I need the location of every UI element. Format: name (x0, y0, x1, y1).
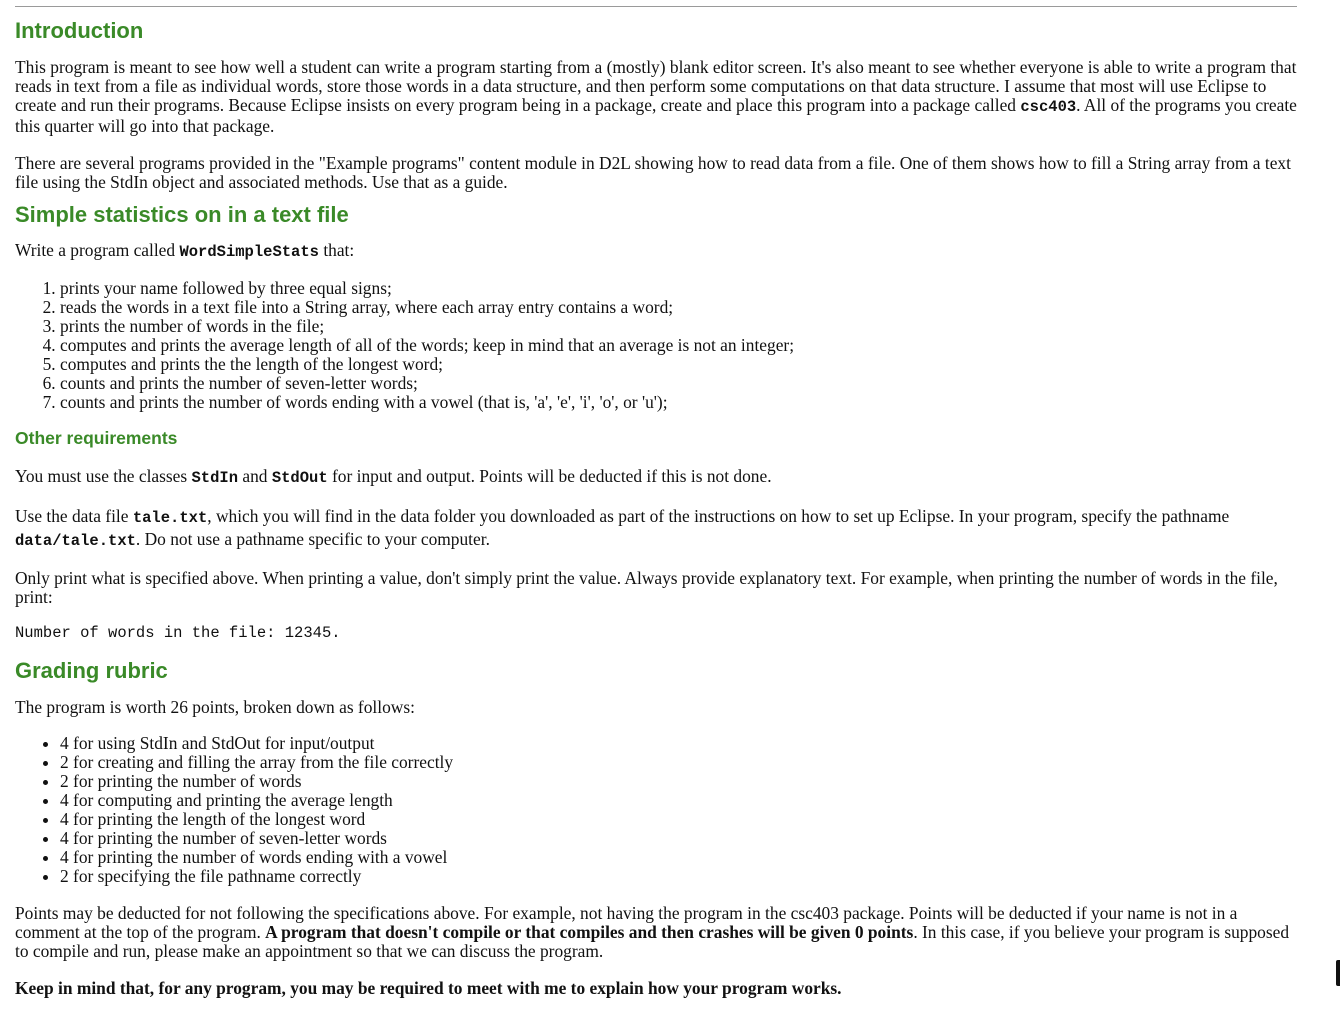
list-item: • 4 for using StdIn and StdOut for input/output (60, 734, 1305, 753)
list-item: 2. reads the words in a text file into a String array, where each array entry contains a word; (60, 298, 1305, 317)
datafile-code: tale.txt (132, 509, 208, 527)
stdin-code: StdIn (191, 469, 239, 487)
datafile-text-a: Use the data file (15, 506, 133, 526)
list-item: • 2 for creating and filling the array from the file correctly (60, 753, 1305, 772)
list-item: • 2 for printing the number of words (60, 772, 1305, 791)
list-item: 6. counts and prints the number of seven-letter words; (60, 374, 1305, 393)
top-divider (15, 6, 1297, 7)
other-text-a: You must use the classes (15, 466, 192, 486)
list-item: 3. prints the number of words in the file; (60, 317, 1305, 336)
simple-statistics-heading: Simple statistics on in a text file (15, 202, 349, 227)
other-paragraph-1 (15, 467, 1305, 488)
final-note: Keep in mind that, for any program, you may be required to meet with me to explain how your program works. (15, 978, 842, 998)
stats-lead (15, 241, 1305, 262)
rubric-lead: The program is worth 26 points, broken down as follows: (15, 697, 415, 717)
rubric-paragraph (15, 904, 1305, 961)
introduction-heading: Introduction (15, 18, 144, 43)
pathname-code: data/tale.txt (15, 532, 136, 550)
window-edge-mark (1336, 960, 1340, 986)
intro-paragraph-2: There are several programs provided in the "Example programs" content module in D2L showing how to read data from a file. One of them shows how to fill a String array from a text file using the StdIn object and associated methods. Use that as a guide. (15, 153, 1291, 192)
zero-points-warning: A program that doesn't compile or that compiles and then crashes will be given 0 points (265, 922, 914, 942)
intro-text-b: . All of the programs you create this quarter will go into that package. (15, 95, 1297, 136)
package-name-code: csc403 (1020, 98, 1077, 116)
list-item: 5. computes and prints the the length of the longest word; (60, 355, 1305, 374)
datafile-text-b: , which you will find in the data folder you downloaded as part of the instructions on how to set up Eclipse. In your program, specify the pathname (207, 506, 1230, 526)
rubric-list (15, 734, 1305, 886)
other-requirements-heading: Other requirements (15, 428, 178, 448)
other-paragraph-3: Only print what is specified above. When printing a value, don't simply print the value. Always provide explanatory text. For example, when printing the number of words in the file, print: (15, 568, 1278, 607)
assignment-document (15, 18, 1305, 998)
other-paragraph-2 (15, 506, 1305, 552)
intro-text-a: This program is meant to see how well a student can write a program starting from a (mostly) blank editor screen. It's also meant to see whether everyone is able to write a program that reads in text from a file as individual words, store those words in a data structure, and then perform some computations on that data structure. I assume that most will use Eclipse to create and run their programs. Because Eclipse insists on every program being in a package, create and place this program into a package called (15, 57, 1297, 115)
rubric-text-a: Points may be deducted for not following the specifications above. For example, not having the program in the csc403 package. Points will be deducted if your name is not in a comment at the top of the program. (15, 903, 1238, 942)
other-text-mid: and (238, 466, 272, 486)
list-item: 1. prints your name followed by three equal signs; (60, 279, 1305, 298)
list-item: • 4 for printing the number of words ending with a vowel (60, 848, 1305, 867)
list-item: 7. counts and prints the number of words ending with a vowel (that is, 'a', 'e', 'i', 'o', or 'u'); (60, 393, 1305, 412)
program-name-code: WordSimpleStats (179, 243, 319, 261)
stats-lead-a: Write a program called (15, 240, 180, 260)
list-item: • 4 for printing the length of the longest word (60, 810, 1305, 829)
other-text-b: for input and output. Points will be deducted if this is not done. (327, 466, 772, 486)
stats-lead-b: that: (318, 240, 355, 260)
example-output: Number of words in the file: 12345. (15, 624, 341, 642)
list-item: • 4 for computing and printing the average length (60, 791, 1305, 810)
intro-paragraph-1 (15, 58, 1305, 136)
rubric-text-b: . In this case, if you believe your program is supposed to compile and run, please make an appointment so that we can discuss the program. (15, 922, 1290, 961)
list-item: • 2 for specifying the file pathname correctly (60, 867, 1305, 886)
list-item: 4. computes and prints the average length of all of the words; keep in mind that an average is not an integer; (60, 336, 1305, 355)
grading-rubric-heading: Grading rubric (15, 658, 168, 683)
stdout-code: StdOut (271, 469, 328, 487)
requirements-list (15, 279, 1305, 412)
list-item: • 4 for printing the number of seven-letter words (60, 829, 1305, 848)
datafile-text-c: . Do not use a pathname specific to your computer. (135, 529, 490, 549)
